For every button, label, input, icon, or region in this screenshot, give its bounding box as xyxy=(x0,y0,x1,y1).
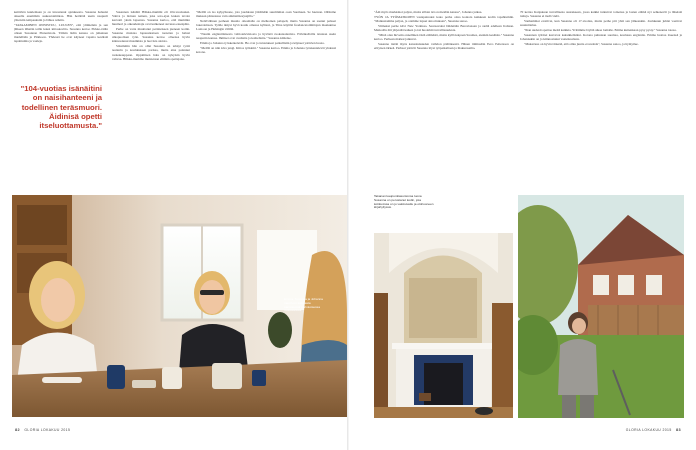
text-column-5 xyxy=(520,10,682,190)
magazine-issue: GLORIA LOKAKUU 2015 xyxy=(625,428,672,432)
paragraph: "Meillä on iso kylpyhuone, jota joudutaan jättämään suurimman osan Suomeen. Se haetaan. Oltiinme mukaan pääasiassa vain ammattikorjaajilla." xyxy=(196,10,336,19)
paragraph: keittiöön kuulemaan ja on innostunut ajatuksesta. Susanna haluaisi alueelle enemmän asukastoimintaa. Hän herättää usein naapurit yhteisiin tempauksiin ja lähtee retkiin. xyxy=(14,10,108,23)
page-number: 83 xyxy=(675,428,681,432)
paragraph: Susannan tyttäret kasvavat kaksikielisiksi. Kotona puhutaan suomea, koulussa englantia. Emma luottaa itseensä ja Johannakin on jo kiinnostunut vaatetusalasta. xyxy=(520,32,682,41)
garden-photo xyxy=(518,195,684,418)
paragraph: "Nautin englantilaisesta valtiotelevisiosta ja hyvästä ruokateatterista. Päiväkahvilla istutaan usein naapurin kanssa. Ihmiset ovat avuliaita ja kohteliaita." Susanna kiittelee. xyxy=(196,32,336,41)
paragraph: "Meillä on niin kiva jengi. Kiitos työkkäri." Susanna kertoo. Emma ja Johanna työskentelevät yhdessä kotona. xyxy=(196,45,336,55)
text-column-3 xyxy=(196,10,336,186)
paragraph: 70 kertaa Kanjakaan turvallisena suurekseen, jossa kaikki tuntuivat toinensa ja lasten elämä nyt selkenevät ja läheisiä tuttuja. Susanna ei tiedä vielä. xyxy=(520,10,682,19)
page-gutter xyxy=(347,0,349,450)
paragraph: Susannan isänäiti Hilkka-mummi eli 104-vuotiaaksi. Vahva ja iloinen nainen, joka sota-ajan lesken tavoin kasvatti yksin lapsensa. Susanna kertoo, että mummin huumori ja oikeudentaju ovat kulkeneet suvussa eteenpäin. xyxy=(112,10,190,27)
paragraph: "Minä olen hirveän onnellinen tästä elämästä, mutta kyllä kaipaan Suomea, etenkin kesäisin." Susanna kertoo. Perheen matkat jatkuvat. xyxy=(374,32,514,41)
paragraph: "TAPAAMINEN ONNISTUU, LUULEN", että ylimieluin ja sen jälkeen lähetän teille kaksi kiitoskorttia. Susanna kertoo Pirkko-tädin olleen Susannan Pinnaristola. Tämän äidin kanssa on jalkainen mielellään ja Pirkkoon. Yhdessä he ovat käyneet vapaita kesäisiä tapahtumia ja vaaleja. xyxy=(14,23,108,44)
paragraph: Viimeksi perhe kävi New Yorkissa. Seuraavaksi lähdetään Barcelonaan ja sieltä edelleen Italiaan. Matkoilla äiti järjestää kaiken ja isä huolehtii turvallisuudesta. xyxy=(374,23,514,32)
paragraph: Susanna tietää myös kansalaisuuden vaihdon päätöksestä. Hänen tiimissään Eero Pettersson on erityisen tärkeä. Parhaat ystävät Susanna löysi työpaikaltaan ja iltakursseilta. xyxy=(374,41,514,50)
paragraph: Sittemmin hän on ollut Susanna on tehnyt työtä teatterin ja koulutuksen parissa, mutta aina palannut ruokakauppaan. Oppimisen halu on nykyisin hyvin vahvaa. Hilkka-mummo muistetaan elämän opettajana. xyxy=(112,44,190,61)
paragraph: Perhe on varta muuttanut perinteiseen pieneen kotiin. Susanna muistaa lapsuudestaan tuotetun ja halusi ulkopuolisen työn. Susanna kertoo olleensa hyvin kiinnostunut musiikista ja luovista aloista. xyxy=(112,27,190,44)
fireplace-photo xyxy=(374,233,513,418)
pull-quote: "104-vuotias isänäitini on naisihanteeni ja todellinen teräsmuori. Äidinisä opetti itseluottamusta." xyxy=(20,84,102,131)
text-column-1a xyxy=(14,10,108,70)
paragraph: Emma ja Johanna työskentelevät. He ovat jo tutustuneet paikallisiin ja käyneet ystävien luona. xyxy=(200,41,325,46)
footer-left xyxy=(12,428,70,432)
paragraph: "Ihan uudesti opettaa meitä kaikkia. Yritämme löytää aikaa lomalle. Emme kuitenkaan pysy pysty." Susanna toteaa. xyxy=(524,27,677,32)
text-column-2 xyxy=(112,10,190,186)
paragraph: TYÖN JA TYÖMATKOJEN vastapainoksi koko perhe ottaa kontoia kaikkeen kodin tapahtumiin. "Matkustamme paljon, ja otamme lapset aina mukaan", Susanna sanoo. xyxy=(374,14,514,23)
paragraph: Neliövälinen perheen muutto oikomalle on melkoinen palapeli, mutta Susanna on saanut palaset lokeroimaan. Työlle ikäysi hyvä koulu omassa kylässä, ja Tiina käyttää freelancetoimittajan maakuntaa Lontoon ja Helsingin välillä. xyxy=(196,18,336,32)
page-number: 82 xyxy=(15,428,21,432)
photo-caption-mid: Takanan kaupunkiasuntonsa luona Susanna on perustanut kodin, jota kotikuvissa on jo valokuvattu ja olohuoneen kirjahyllyssä. xyxy=(374,194,434,210)
paragraph: "Äiti myös markkinoi paljon, mutta silloin isä on meidän kanssa", Johanna jatkaa. xyxy=(374,10,483,14)
footer-right xyxy=(626,428,684,432)
photo-caption-left: Emma, Susanna ja Johanna nauttivat raikkaasta aamuteestä aurinkoisessa ruokasalissa. xyxy=(284,297,323,313)
paragraph: "Mukavuus on hyvin tärkeää, että omia juuria ei unohda", Susanna sanoo, ja hymyilee. xyxy=(524,41,639,46)
magazine-issue: GLORIA LOKAKUU 2015 xyxy=(24,428,71,432)
paragraph: Vanhemmat erottivat, kun Susanna oli 17-vuotias, mutta perhe piti yhtä sen jälkeenkin. Joulukuun juhlat vaativat suunnittelua. xyxy=(520,18,682,28)
text-column-4 xyxy=(374,10,514,190)
